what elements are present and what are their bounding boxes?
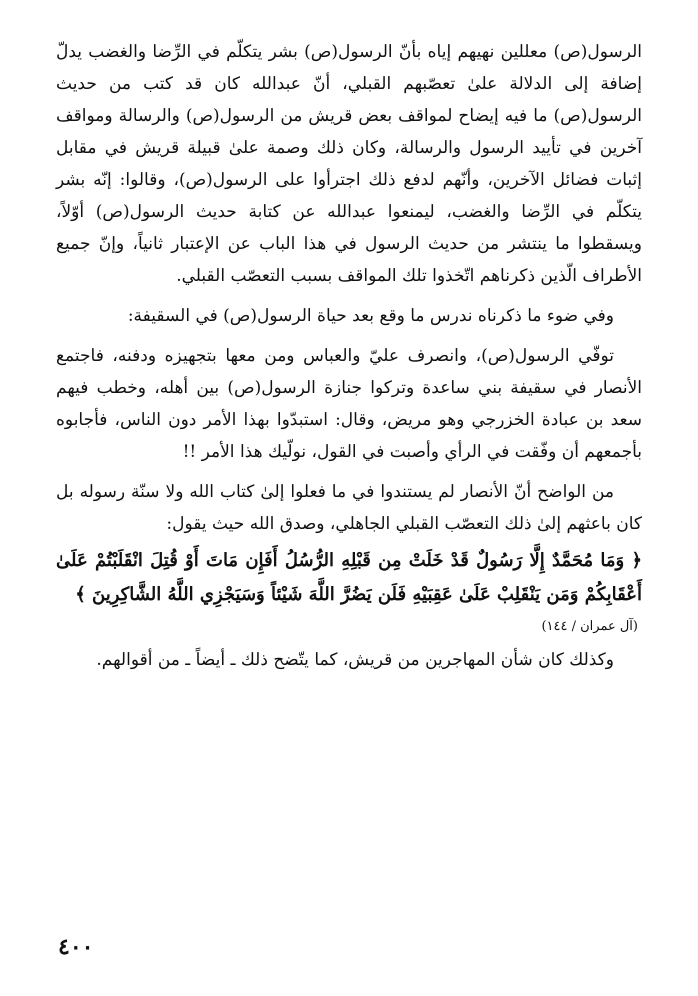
page-number: ٤٠٠ [58, 934, 94, 960]
paragraph-saqifa-intro: وفي ضوء ما ذكرناه ندرس ما وقع بعد حياة الرسول(ص) في السقيفة: [127, 306, 614, 326]
paragraph-muhajirin: وكذلك كان شأن المهاجرين من قريش، كما يتّضح ذلك ـ أيضاً ـ من أقوالهم. [96, 650, 614, 670]
paragraph-hadith-writing: الرسول(ص) معللين نهيهم إياه بأنّ الرسول(ص) بشر يتكلّم في الرِّضا والغضب يدلّ إضافة إلى الدلالة علىٰ تعصّبهم القبلي، أنّ عبدالله كان قد كتب من حديث الرسول(ص) ما فيه إيضاح لمواقف بعض قريش من الرسول(ص) والرسالة ومواقف آخرين في تأييد الرسول والرسالة، وكان ذلك وصمة علىٰ قبيلة قريش في مقابل إثبات فضائل الآخرين، وأنّهم لدفع ذلك اجترأوا على الرسول(ص)، وقالوا: إنّه بشر يتكلّم في الرِّضا والغضب، ليمنعوا عبدالله عن كتابة حديث الرسول(ص) أوّلاً، ويسقطوا ما ينتشر من حديث الرسول في هذا الباب عن الإعتبار ثانياً، وإنّ جميع الأطراف الّذين ذكرناهم اتّخذوا تلك المواقف بسبب التعصّب القبلي. [56, 42, 642, 286]
quran-verse: ﴿ وَمَا مُحَمَّدٌ إِلَّا رَسُولٌ قَدْ خَلَتْ مِن قَبْلِهِ الرُّسُلُ أَفَإِن مَاتَ أَوْ قُتِلَ انْقَلَبْتُمْ عَلَىٰ أَعْقَابِكُمْ وَمَن يَنْقَلِبْ عَلَىٰ عَقِبَيْهِ فَلَن يَضُرَّ اللَّهَ شَيْئاً وَسَيَجْزِي اللَّهُ الشَّاكِرِينَ ﴾ [56, 550, 642, 605]
verse-citation: (آل عمران / ١٤٤) [541, 619, 638, 634]
paragraph-ansar-motive: من الواضح أنّ الأنصار لم يستندوا في ما فعلوا إلىٰ كتاب الله ولا سنّة رسوله بل كان باعثهم إلىٰ ذلك التعصّب القبلي الجاهلي، وصدق الله حيث يقول: [56, 482, 642, 534]
paragraph-saqifa-events: توفّي الرسول(ص)، وانصرف عليّ والعباس ومن معها بتجهيزه ودفنه، فاجتمع الأنصار في سقيفة بني ساعدة وتركوا جنازة الرسول(ص) بين أهله، وخطب فيهم سعد بن عبادة الخزرجي وهو مريض، وقال: استبدّوا بهذا الأمر دون الناس، فأجابوه بأجمعهم أن وفّقت في الرأي وأصبت في القول، نولّيك هذا الأمر !! [56, 346, 642, 462]
